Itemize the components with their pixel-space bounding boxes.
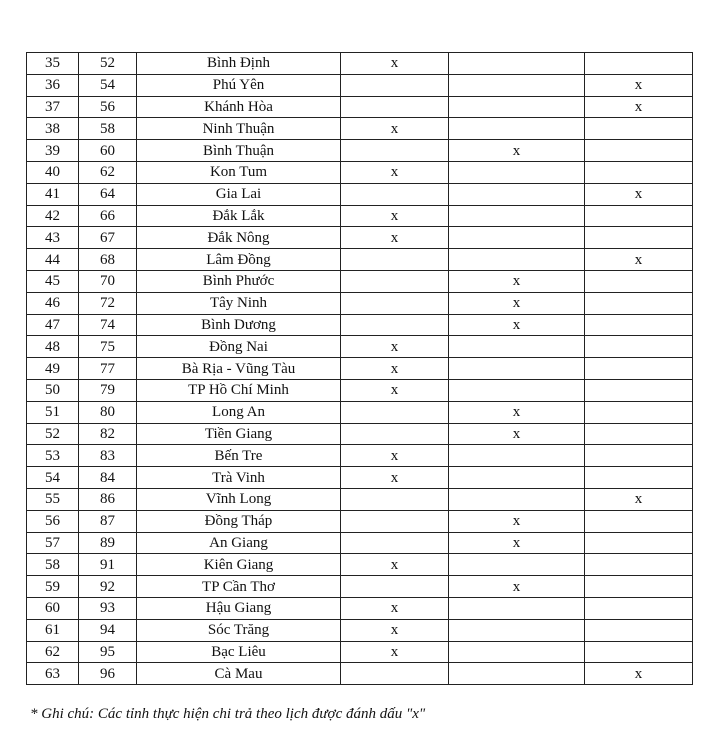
province-name-cell: Bình Phước [137, 270, 341, 292]
province-code-cell: 87 [79, 510, 137, 532]
schedule-mark-1-cell [341, 249, 449, 271]
table-row [27, 401, 693, 423]
table-row [27, 423, 693, 445]
province-code-cell: 72 [79, 292, 137, 314]
schedule-mark-1-cell: x [341, 336, 449, 358]
row-number-cell: 40 [27, 161, 79, 183]
province-name-cell: Phú Yên [137, 74, 341, 96]
schedule-mark-1-cell: x [341, 161, 449, 183]
province-name-cell: Đắk Lắk [137, 205, 341, 227]
province-name-cell: Bến Tre [137, 445, 341, 467]
schedule-mark-2-cell [449, 183, 585, 205]
table-row [27, 663, 693, 685]
province-name-cell: TP Cần Thơ [137, 576, 341, 598]
schedule-mark-1-cell [341, 74, 449, 96]
province-code-cell: 91 [79, 554, 137, 576]
province-name-cell: Đồng Tháp [137, 510, 341, 532]
province-code-cell: 67 [79, 227, 137, 249]
schedule-mark-3-cell [585, 140, 693, 162]
schedule-mark-1-cell [341, 488, 449, 510]
schedule-mark-3-cell [585, 270, 693, 292]
schedule-mark-3-cell: x [585, 488, 693, 510]
schedule-mark-2-cell [449, 249, 585, 271]
table-row [27, 576, 693, 598]
table-row [27, 467, 693, 489]
row-number-cell: 61 [27, 619, 79, 641]
table-row [27, 379, 693, 401]
province-code-cell: 77 [79, 358, 137, 380]
table-row [27, 597, 693, 619]
row-number-cell: 38 [27, 118, 79, 140]
row-number-cell: 37 [27, 96, 79, 118]
row-number-cell: 46 [27, 292, 79, 314]
schedule-mark-1-cell: x [341, 467, 449, 489]
schedule-mark-3-cell [585, 619, 693, 641]
schedule-mark-3-cell [585, 379, 693, 401]
row-number-cell: 39 [27, 140, 79, 162]
province-name-cell: Kon Tum [137, 161, 341, 183]
row-number-cell: 59 [27, 576, 79, 598]
schedule-mark-3-cell [585, 532, 693, 554]
schedule-mark-1-cell [341, 292, 449, 314]
schedule-mark-1-cell [341, 314, 449, 336]
table-row [27, 314, 693, 336]
table-row [27, 205, 693, 227]
row-number-cell: 52 [27, 423, 79, 445]
schedule-mark-1-cell [341, 96, 449, 118]
province-name-cell: Ninh Thuận [137, 118, 341, 140]
schedule-mark-3-cell [585, 597, 693, 619]
schedule-mark-2-cell: x [449, 532, 585, 554]
row-number-cell: 55 [27, 488, 79, 510]
province-code-cell: 60 [79, 140, 137, 162]
row-number-cell: 58 [27, 554, 79, 576]
schedule-mark-3-cell: x [585, 663, 693, 685]
province-code-cell: 94 [79, 619, 137, 641]
schedule-mark-1-cell [341, 183, 449, 205]
province-code-cell: 89 [79, 532, 137, 554]
row-number-cell: 57 [27, 532, 79, 554]
schedule-mark-2-cell [449, 161, 585, 183]
province-code-cell: 92 [79, 576, 137, 598]
row-number-cell: 62 [27, 641, 79, 663]
province-code-cell: 52 [79, 53, 137, 75]
schedule-mark-2-cell [449, 663, 585, 685]
province-name-cell: Cà Mau [137, 663, 341, 685]
province-code-cell: 95 [79, 641, 137, 663]
schedule-mark-2-cell: x [449, 140, 585, 162]
province-name-cell: TP Hồ Chí Minh [137, 379, 341, 401]
schedule-mark-2-cell [449, 554, 585, 576]
table-row [27, 292, 693, 314]
province-name-cell: Kiên Giang [137, 554, 341, 576]
table-body [27, 53, 693, 685]
province-code-cell: 96 [79, 663, 137, 685]
schedule-mark-3-cell [585, 467, 693, 489]
province-code-cell: 54 [79, 74, 137, 96]
province-name-cell: Bình Thuận [137, 140, 341, 162]
row-number-cell: 54 [27, 467, 79, 489]
schedule-mark-3-cell: x [585, 183, 693, 205]
schedule-mark-2-cell [449, 641, 585, 663]
province-name-cell: Sóc Trăng [137, 619, 341, 641]
schedule-mark-3-cell [585, 227, 693, 249]
schedule-mark-1-cell: x [341, 641, 449, 663]
province-name-cell: Lâm Đồng [137, 249, 341, 271]
row-number-cell: 44 [27, 249, 79, 271]
table-row [27, 249, 693, 271]
schedule-mark-3-cell [585, 641, 693, 663]
province-code-cell: 66 [79, 205, 137, 227]
schedule-mark-2-cell: x [449, 576, 585, 598]
schedule-mark-1-cell [341, 576, 449, 598]
schedule-mark-3-cell [585, 576, 693, 598]
row-number-cell: 36 [27, 74, 79, 96]
schedule-mark-1-cell: x [341, 445, 449, 467]
footnote: * Ghi chú: Các tỉnh thực hiện chi trả theo lịch được đánh dấu "x" [30, 706, 426, 722]
schedule-mark-3-cell [585, 510, 693, 532]
province-name-cell: Khánh Hòa [137, 96, 341, 118]
schedule-mark-3-cell: x [585, 74, 693, 96]
schedule-mark-2-cell [449, 74, 585, 96]
schedule-mark-2-cell [449, 227, 585, 249]
row-number-cell: 47 [27, 314, 79, 336]
province-name-cell: Đồng Nai [137, 336, 341, 358]
schedule-mark-3-cell [585, 292, 693, 314]
row-number-cell: 53 [27, 445, 79, 467]
province-name-cell: Gia Lai [137, 183, 341, 205]
schedule-mark-3-cell [585, 205, 693, 227]
schedule-mark-1-cell [341, 532, 449, 554]
province-code-cell: 79 [79, 379, 137, 401]
province-code-cell: 74 [79, 314, 137, 336]
province-name-cell: Trà Vinh [137, 467, 341, 489]
table-row [27, 270, 693, 292]
table-row [27, 554, 693, 576]
province-name-cell: Bình Dương [137, 314, 341, 336]
schedule-mark-1-cell: x [341, 619, 449, 641]
schedule-mark-3-cell [585, 445, 693, 467]
table-row [27, 532, 693, 554]
row-number-cell: 50 [27, 379, 79, 401]
row-number-cell: 48 [27, 336, 79, 358]
table-row [27, 641, 693, 663]
province-code-cell: 84 [79, 467, 137, 489]
schedule-mark-2-cell [449, 96, 585, 118]
province-name-cell: Bạc Liêu [137, 641, 341, 663]
province-name-cell: Đắk Nông [137, 227, 341, 249]
schedule-mark-3-cell [585, 314, 693, 336]
row-number-cell: 35 [27, 53, 79, 75]
province-code-cell: 82 [79, 423, 137, 445]
province-code-cell: 58 [79, 118, 137, 140]
province-name-cell: Tiền Giang [137, 423, 341, 445]
schedule-mark-2-cell [449, 205, 585, 227]
row-number-cell: 49 [27, 358, 79, 380]
province-schedule-table [26, 52, 693, 685]
province-code-cell: 56 [79, 96, 137, 118]
province-name-cell: Tây Ninh [137, 292, 341, 314]
table-row [27, 227, 693, 249]
schedule-mark-3-cell: x [585, 249, 693, 271]
schedule-mark-2-cell [449, 445, 585, 467]
row-number-cell: 42 [27, 205, 79, 227]
province-name-cell: Bà Rịa - Vũng Tàu [137, 358, 341, 380]
schedule-mark-1-cell [341, 140, 449, 162]
table-row [27, 140, 693, 162]
table-row [27, 336, 693, 358]
schedule-mark-2-cell [449, 53, 585, 75]
schedule-mark-1-cell: x [341, 118, 449, 140]
province-name-cell: Vĩnh Long [137, 488, 341, 510]
row-number-cell: 43 [27, 227, 79, 249]
table-row [27, 161, 693, 183]
province-code-cell: 80 [79, 401, 137, 423]
table-row [27, 358, 693, 380]
schedule-mark-1-cell [341, 270, 449, 292]
table-row [27, 53, 693, 75]
schedule-mark-1-cell: x [341, 554, 449, 576]
province-name-cell: Bình Định [137, 53, 341, 75]
province-code-cell: 86 [79, 488, 137, 510]
schedule-mark-2-cell [449, 467, 585, 489]
table-row [27, 96, 693, 118]
schedule-mark-3-cell [585, 554, 693, 576]
schedule-mark-3-cell [585, 118, 693, 140]
schedule-mark-2-cell [449, 336, 585, 358]
schedule-mark-1-cell: x [341, 205, 449, 227]
province-table-wrapper [26, 52, 693, 685]
row-number-cell: 51 [27, 401, 79, 423]
table-row [27, 74, 693, 96]
schedule-mark-2-cell [449, 358, 585, 380]
schedule-mark-3-cell [585, 53, 693, 75]
province-name-cell: Long An [137, 401, 341, 423]
schedule-mark-3-cell [585, 161, 693, 183]
schedule-mark-2-cell: x [449, 423, 585, 445]
province-code-cell: 68 [79, 249, 137, 271]
schedule-mark-1-cell: x [341, 379, 449, 401]
row-number-cell: 41 [27, 183, 79, 205]
table-row [27, 445, 693, 467]
schedule-mark-2-cell [449, 597, 585, 619]
table-row [27, 510, 693, 532]
schedule-mark-2-cell [449, 488, 585, 510]
schedule-mark-1-cell [341, 401, 449, 423]
province-name-cell: An Giang [137, 532, 341, 554]
table-row [27, 183, 693, 205]
schedule-mark-2-cell: x [449, 292, 585, 314]
schedule-mark-3-cell [585, 358, 693, 380]
schedule-mark-2-cell [449, 619, 585, 641]
row-number-cell: 45 [27, 270, 79, 292]
province-code-cell: 93 [79, 597, 137, 619]
schedule-mark-1-cell: x [341, 597, 449, 619]
province-code-cell: 75 [79, 336, 137, 358]
province-name-cell: Hậu Giang [137, 597, 341, 619]
province-code-cell: 62 [79, 161, 137, 183]
schedule-mark-3-cell [585, 423, 693, 445]
schedule-mark-2-cell: x [449, 401, 585, 423]
schedule-mark-1-cell [341, 423, 449, 445]
province-code-cell: 70 [79, 270, 137, 292]
schedule-mark-1-cell [341, 510, 449, 532]
schedule-mark-3-cell [585, 401, 693, 423]
schedule-mark-1-cell: x [341, 53, 449, 75]
table-row [27, 118, 693, 140]
table-row [27, 619, 693, 641]
schedule-mark-2-cell: x [449, 314, 585, 336]
row-number-cell: 56 [27, 510, 79, 532]
schedule-mark-1-cell: x [341, 358, 449, 380]
schedule-mark-3-cell [585, 336, 693, 358]
schedule-mark-2-cell: x [449, 270, 585, 292]
province-code-cell: 83 [79, 445, 137, 467]
table-row [27, 488, 693, 510]
schedule-mark-2-cell: x [449, 510, 585, 532]
schedule-mark-2-cell [449, 118, 585, 140]
schedule-mark-1-cell [341, 663, 449, 685]
province-code-cell: 64 [79, 183, 137, 205]
row-number-cell: 60 [27, 597, 79, 619]
schedule-mark-2-cell [449, 379, 585, 401]
schedule-mark-3-cell: x [585, 96, 693, 118]
schedule-mark-1-cell: x [341, 227, 449, 249]
row-number-cell: 63 [27, 663, 79, 685]
